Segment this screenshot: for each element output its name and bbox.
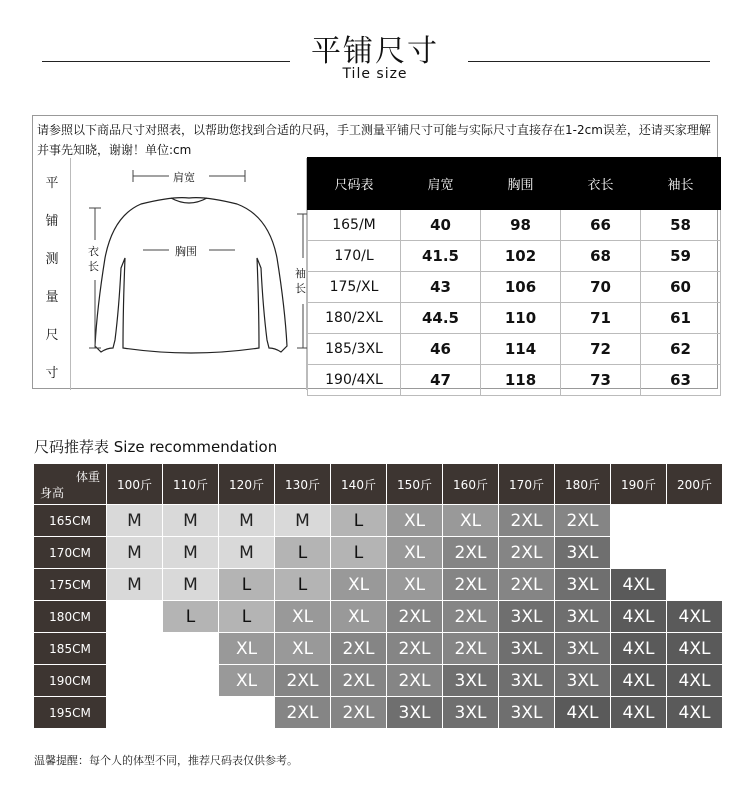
recommend-cell: 2XL	[387, 665, 443, 697]
spec-header-chest: 胸围	[481, 158, 561, 210]
recommend-cell: M	[219, 505, 275, 537]
recommend-row	[34, 537, 723, 569]
weight-header: 160斤	[443, 464, 499, 505]
recommend-cell: L	[163, 601, 219, 633]
recommend-cell: XL	[275, 601, 331, 633]
recommend-cell	[107, 601, 163, 633]
shoulder-label: 肩宽	[173, 171, 195, 184]
recommend-cell: 4XL	[667, 697, 723, 729]
spec-size-cell: 190/4XL	[308, 365, 401, 396]
recommend-cell	[611, 537, 667, 569]
weight-header: 150斤	[387, 464, 443, 505]
spec-value-cell: 68	[561, 241, 641, 272]
spec-value-cell: 44.5	[401, 303, 481, 334]
recommend-row	[34, 665, 723, 697]
recommend-cell: 2XL	[387, 633, 443, 665]
recommend-header-row	[34, 464, 723, 505]
recommend-cell: 4XL	[667, 601, 723, 633]
recommend-cell: 2XL	[443, 537, 499, 569]
height-header: 195CM	[34, 697, 107, 729]
spec-header-shoulder: 肩宽	[401, 158, 481, 210]
spec-value-cell: 59	[641, 241, 721, 272]
spec-size-cell: 185/3XL	[308, 334, 401, 365]
vertical-label-char: 寸	[45, 366, 59, 381]
chest-label: 胸围	[175, 245, 197, 258]
recommend-row	[34, 569, 723, 601]
recommend-cell: 4XL	[611, 601, 667, 633]
spec-row	[308, 334, 721, 365]
page-subtitle: Tile size	[342, 66, 408, 82]
spec-row	[308, 303, 721, 334]
height-header: 180CM	[34, 601, 107, 633]
recommend-cell: 3XL	[387, 697, 443, 729]
recommend-cell: XL	[443, 505, 499, 537]
corner-weight-label: 体重	[75, 470, 100, 484]
spec-value-cell: 106	[481, 272, 561, 303]
recommend-cell: XL	[275, 633, 331, 665]
vertical-label-char: 铺	[45, 214, 59, 229]
height-header: 165CM	[34, 505, 107, 537]
recommend-cell: L	[331, 505, 387, 537]
spec-value-cell: 118	[481, 365, 561, 396]
recommend-cell: 3XL	[555, 569, 611, 601]
recommend-cell: L	[275, 537, 331, 569]
recommend-title: 尺码推荐表 Size recommendation	[34, 438, 278, 456]
recommend-cell: 4XL	[667, 633, 723, 665]
spec-header-length: 衣长	[561, 158, 641, 210]
spec-value-cell: 72	[561, 334, 641, 365]
recommend-cell: 4XL	[611, 697, 667, 729]
weight-header: 140斤	[331, 464, 387, 505]
recommend-cell: 3XL	[499, 697, 555, 729]
spec-value-cell: 61	[641, 303, 721, 334]
spec-row	[308, 241, 721, 272]
spec-table	[307, 157, 721, 396]
recommend-cell: 2XL	[443, 633, 499, 665]
spec-value-cell: 114	[481, 334, 561, 365]
recommend-corner	[34, 464, 107, 505]
recommend-cell: 2XL	[555, 505, 611, 537]
spec-value-cell: 58	[641, 210, 721, 241]
recommend-cell: 3XL	[555, 633, 611, 665]
spec-value-cell: 47	[401, 365, 481, 396]
recommend-cell: 4XL	[611, 633, 667, 665]
spec-value-cell: 40	[401, 210, 481, 241]
spec-value-cell: 66	[561, 210, 641, 241]
recommend-cell: M	[219, 537, 275, 569]
page-title: 平铺尺寸	[311, 34, 439, 69]
recommend-cell	[219, 697, 275, 729]
spec-row	[308, 365, 721, 396]
recommend-cell: 3XL	[555, 665, 611, 697]
recommend-cell	[667, 569, 723, 601]
spec-value-cell: 73	[561, 365, 641, 396]
vertical-label-char: 测	[45, 252, 59, 267]
vertical-label-char: 平	[45, 176, 59, 191]
recommend-cell: L	[219, 569, 275, 601]
recommend-cell: 3XL	[555, 537, 611, 569]
spec-value-cell: 43	[401, 272, 481, 303]
recommend-cell: M	[163, 505, 219, 537]
recommend-cell: 2XL	[499, 505, 555, 537]
recommend-cell: 3XL	[443, 697, 499, 729]
recommend-cell: 3XL	[443, 665, 499, 697]
recommend-cell	[107, 697, 163, 729]
height-header: 175CM	[34, 569, 107, 601]
recommend-cell	[667, 505, 723, 537]
recommend-cell: 2XL	[331, 697, 387, 729]
height-header: 185CM	[34, 633, 107, 665]
recommend-cell: 2XL	[387, 601, 443, 633]
recommend-cell	[163, 665, 219, 697]
recommend-cell: 4XL	[555, 697, 611, 729]
spec-value-cell: 98	[481, 210, 561, 241]
recommend-cell: XL	[219, 665, 275, 697]
recommend-cell: L	[275, 569, 331, 601]
spec-row	[308, 272, 721, 303]
vertical-label	[33, 158, 71, 390]
recommend-cell: 2XL	[331, 633, 387, 665]
length-label: 衣长	[88, 245, 99, 273]
recommend-cell: 2XL	[499, 537, 555, 569]
recommend-cell	[163, 697, 219, 729]
spec-size-cell: 175/XL	[308, 272, 401, 303]
recommend-cell: M	[163, 537, 219, 569]
recommend-cell	[107, 665, 163, 697]
garment-sketch	[71, 158, 307, 390]
recommend-cell: XL	[331, 601, 387, 633]
weight-header: 110斤	[163, 464, 219, 505]
recommend-cell: 2XL	[275, 697, 331, 729]
weight-header: 180斤	[555, 464, 611, 505]
recommend-cell: 2XL	[275, 665, 331, 697]
recommend-cell: 3XL	[499, 665, 555, 697]
recommend-cell: 3XL	[499, 633, 555, 665]
spec-value-cell: 70	[561, 272, 641, 303]
spec-value-cell: 62	[641, 334, 721, 365]
tshirt-sketch-icon	[71, 158, 307, 390]
spec-value-cell: 41.5	[401, 241, 481, 272]
recommend-cell: 3XL	[499, 601, 555, 633]
spec-header-size: 尺码表	[308, 158, 401, 210]
spec-size-cell: 170/L	[308, 241, 401, 272]
height-header: 190CM	[34, 665, 107, 697]
recommend-cell: XL	[219, 633, 275, 665]
spec-header-sleeve: 袖长	[641, 158, 721, 210]
corner-height-label: 身高	[40, 486, 65, 500]
weight-header: 130斤	[275, 464, 331, 505]
tip-text: 温馨提醒：每个人的体型不同，推荐尺码表仅供参考。	[34, 754, 298, 767]
recommend-cell: 2XL	[443, 569, 499, 601]
spec-value-cell: 60	[641, 272, 721, 303]
spec-value-cell: 110	[481, 303, 561, 334]
recommend-cell: M	[107, 569, 163, 601]
recommend-row	[34, 697, 723, 729]
recommend-cell: 4XL	[611, 665, 667, 697]
weight-header: 200斤	[667, 464, 723, 505]
recommend-row	[34, 505, 723, 537]
recommend-cell	[163, 633, 219, 665]
recommend-cell: 2XL	[443, 601, 499, 633]
recommend-table	[33, 463, 723, 729]
recommend-cell: 2XL	[499, 569, 555, 601]
weight-header: 190斤	[611, 464, 667, 505]
recommend-cell: L	[219, 601, 275, 633]
recommend-cell: M	[275, 505, 331, 537]
vertical-label-char: 尺	[45, 328, 59, 343]
spec-value-cell: 71	[561, 303, 641, 334]
recommend-cell: 4XL	[611, 569, 667, 601]
recommend-cell: 3XL	[555, 601, 611, 633]
weight-header: 120斤	[219, 464, 275, 505]
recommend-cell: M	[163, 569, 219, 601]
height-header: 170CM	[34, 537, 107, 569]
spec-row	[308, 210, 721, 241]
recommend-cell: M	[107, 505, 163, 537]
recommend-cell	[611, 505, 667, 537]
recommend-cell: XL	[331, 569, 387, 601]
recommend-row	[34, 633, 723, 665]
recommend-cell: XL	[387, 537, 443, 569]
recommend-cell: 2XL	[331, 665, 387, 697]
recommend-row	[34, 601, 723, 633]
vertical-label-char: 量	[45, 290, 59, 305]
recommend-cell	[667, 537, 723, 569]
sleeve-label: 袖长	[295, 267, 306, 295]
spec-size-cell: 180/2XL	[308, 303, 401, 334]
recommend-cell: L	[331, 537, 387, 569]
spec-value-cell: 102	[481, 241, 561, 272]
recommend-cell: XL	[387, 505, 443, 537]
spec-value-cell: 46	[401, 334, 481, 365]
spec-size-cell: 165/M	[308, 210, 401, 241]
measurement-note: 请参照以下商品尺寸对照表，以帮助您找到合适的尺码，手工测量平铺尺寸可能与实际尺寸直接存在1-2cm误差，还请买家理解并事先知晓，谢谢！单位:cm	[37, 123, 711, 157]
recommend-cell: M	[107, 537, 163, 569]
spec-header-row	[308, 158, 721, 210]
recommend-cell: XL	[387, 569, 443, 601]
spec-value-cell: 63	[641, 365, 721, 396]
weight-header: 170斤	[499, 464, 555, 505]
weight-header: 100斤	[107, 464, 163, 505]
recommend-cell: 4XL	[667, 665, 723, 697]
recommend-cell	[107, 633, 163, 665]
